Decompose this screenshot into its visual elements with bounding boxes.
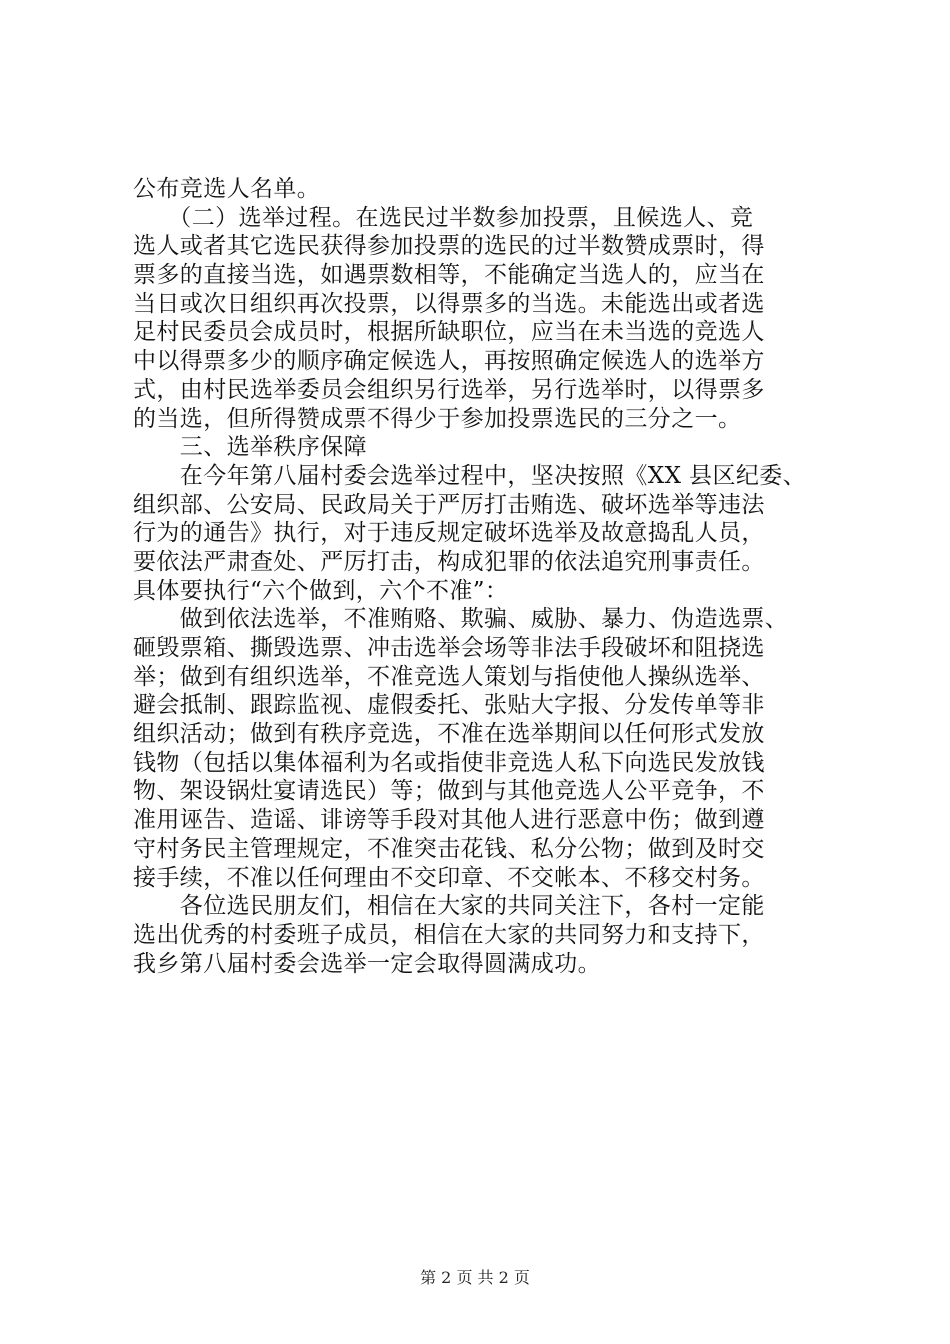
text-line: 选出优秀的村委班子成员，相信在大家的共同努力和支持下， bbox=[133, 921, 765, 948]
text-line: 的当选，但所得赞成票不得少于参加投票选民的三分之一。 bbox=[133, 405, 742, 432]
text-line: 当日或次日组织再次投票，以得票多的当选。未能选出或者选 bbox=[133, 290, 765, 317]
text-line: 举；做到有组织选举，不准竞选人策划与指使他人操纵选举、 bbox=[133, 663, 765, 690]
text-line: 守村务民主管理规定，不准突击花钱、私分公物；做到及时交 bbox=[133, 835, 765, 862]
text-line: 式，由村民选举委员会组织另行选举，另行选举时，以得票多 bbox=[133, 376, 765, 403]
text-line: 票多的直接当选，如遇票数相等，不能确定当选人的，应当在 bbox=[133, 262, 765, 289]
document-body bbox=[133, 175, 823, 978]
text-line: 选人或者其它选民获得参加投票的选民的过半数赞成票时，得 bbox=[133, 233, 765, 260]
text-line: 行为的通告》执行，对于违反规定破坏选举及故意捣乱人员， bbox=[133, 520, 765, 547]
text-line: 具体要执行“六个做到，六个不准”： bbox=[133, 577, 509, 604]
text-line: 组织活动；做到有秩序竞选，不准在选举期间以任何形式发放 bbox=[133, 721, 765, 748]
text-line: 砸毁票箱、撕毁选票、冲击选举会场等非法手段破坏和阻挠选 bbox=[133, 635, 765, 661]
section-heading: 三、选举秩序保障 bbox=[133, 434, 367, 461]
text-line: 要依法严肃查处、严厉打击，构成犯罪的依法追究刑事责任。 bbox=[133, 548, 765, 575]
text-line: 物、架设锅灶宴请选民）等；做到与其他竞选人公平竞争，不 bbox=[133, 778, 765, 805]
page-number-footer: 第 2 页 共 2 页 bbox=[420, 1268, 530, 1287]
text-line: （二）选举过程。在选民过半数参加投票，且候选人、竞 bbox=[133, 204, 754, 231]
text-line: 准用诬告、造谣、诽谤等手段对其他人进行恶意中伤；做到遵 bbox=[133, 807, 765, 834]
text-line: 避会抵制、跟踪监视、虚假委托、张贴大字报、分发传单等非 bbox=[133, 692, 765, 719]
text-line: 接手续，不准以任何理由不交印章、不交帐本、不移交村务。 bbox=[133, 864, 765, 891]
text-line: 钱物（包括以集体福利为名或指使非竞选人私下向选民发放钱 bbox=[133, 749, 765, 776]
text-line: 中以得票多少的顺序确定候选人，再按照确定候选人的选举方 bbox=[133, 348, 765, 375]
text-line: 足村民委员会成员时，根据所缺职位，应当在未当选的竞选人 bbox=[133, 319, 765, 346]
text-line: 做到依法选举，不准贿赂、欺骗、威胁、暴力、伪造选票、 bbox=[133, 606, 789, 633]
text-line: 组织部、公安局、民政局关于严厉打击贿选、破坏选举等违法 bbox=[133, 491, 765, 518]
text-line: 在今年第八届村委会选举过程中，坚决按照《XX 县区纪委、 bbox=[133, 462, 807, 489]
text-line: 各位选民朋友们，相信在大家的共同关注下，各村一定能 bbox=[133, 893, 765, 920]
text-line: 公布竞选人名单。 bbox=[133, 176, 321, 202]
text-line: 我乡第八届村委会选举一定会取得圆满成功。 bbox=[133, 950, 601, 977]
